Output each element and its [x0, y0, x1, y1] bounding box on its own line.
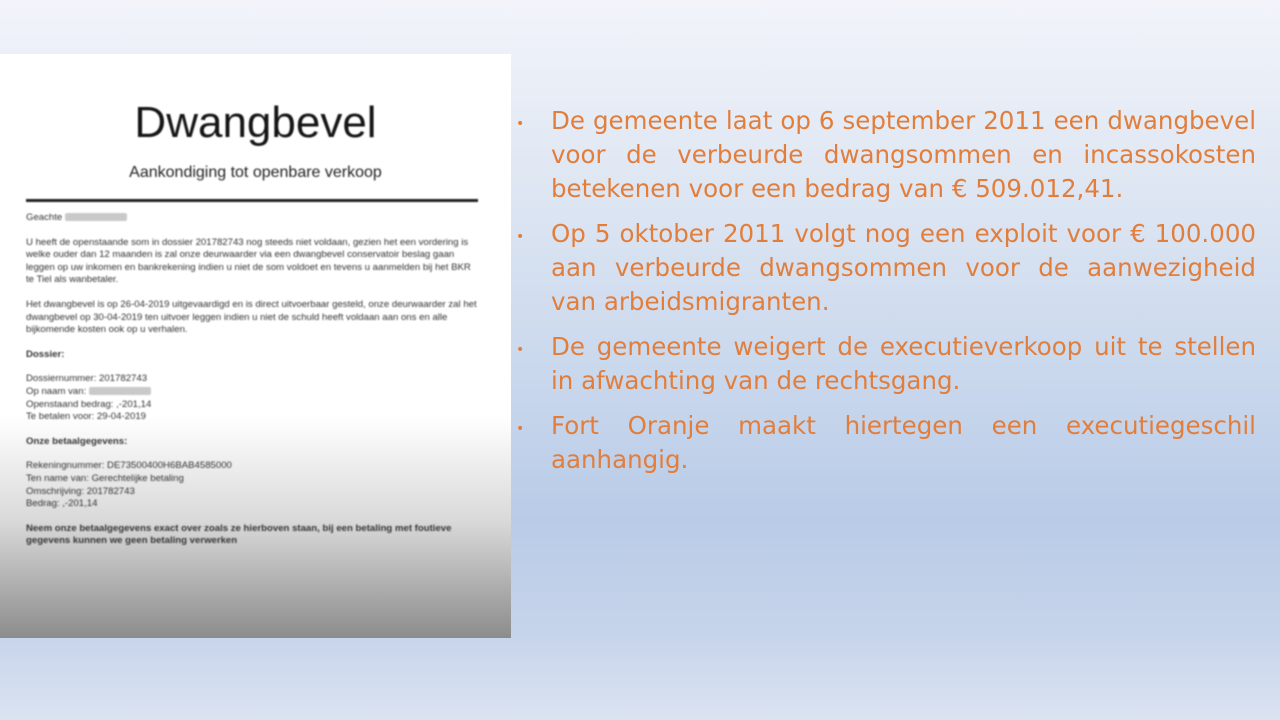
document-body	[26, 212, 478, 560]
document-subtitle: Aankondiging tot openbare verkoop	[129, 164, 382, 181]
bullet-item: • Fort Oranje maakt hiertegen een executiegeschil aanhangig.	[516, 411, 1256, 474]
bullet-icon: •	[516, 229, 525, 245]
redacted-name	[89, 387, 151, 395]
bullet-item: • De gemeente laat op 6 september 2011 een dwangbevel voor de verbeurde dwangsommen en incassokosten betekenen voor een bedrag van € 509.012,41.	[516, 106, 1256, 203]
document-closing: Neem onze betaalgegevens exact over zoals ze hierboven staan, bij een betaling met foutieve gegevens kunnen we geen betaling verwerken	[26, 522, 452, 547]
payment-heading: Onze betaalgegevens:	[26, 435, 128, 447]
bullet-item: • De gemeente weigert de executieverkoop uit te stellen in afwachting van de rechtsgang.	[516, 332, 1256, 395]
document-paragraph: U heeft de openstaande som in dossier 201782743 nog steeds niet voldaan, gezien het een vordering is welke ouder dan 12 maanden is zal onze deurwaarder via een dwangbevel conservatoir beslag gaan leggen op uw inkomen en bankrekening indien u niet de som voldoet en tevens u aanmelden bij het BKR te Tiel als wanbetaler.	[26, 236, 471, 286]
document-title: Dwangbevel	[134, 98, 377, 147]
dossier-heading: Dossier:	[26, 348, 65, 360]
bullet-icon: •	[516, 421, 525, 437]
bullet-icon: •	[516, 342, 525, 358]
document-divider	[26, 199, 478, 202]
dossier-details: Dossiernummer: 201782743 Op naam van: Openstaand bedrag: ,-201,14 Te betalen voor: 29-04-2019	[26, 373, 152, 423]
bullet-list	[516, 104, 1256, 488]
document-greeting: Geachte	[26, 212, 478, 225]
bullet-item: • Op 5 oktober 2011 volgt nog een exploit voor € 100.000 aan verbeurde dwangsommen voor de aanwezigheid van arbeidsmigranten.	[516, 219, 1256, 316]
document-paragraph: Het dwangbevel is op 26-04-2019 uitgevaardigd en is direct uitvoerbaar gesteld, onze deurwaarder zal het dwangbevel op 30-04-2019 ten uitvoer leggen indien u niet de schuld heeft voldaan aan ons en alle bijkomende kosten ook op u verhalen.	[26, 298, 477, 336]
payment-details: Rekeningnummer: DE73500400H6BAB4585000 Ten name van: Gerechtelijke betaling Omschrijving: 201782743 Bedrag: ,-201,14	[26, 460, 232, 510]
bullet-icon: •	[516, 116, 525, 132]
redacted-name	[65, 213, 127, 221]
dwangbevel-document-image	[0, 54, 511, 638]
document-content	[0, 54, 511, 638]
